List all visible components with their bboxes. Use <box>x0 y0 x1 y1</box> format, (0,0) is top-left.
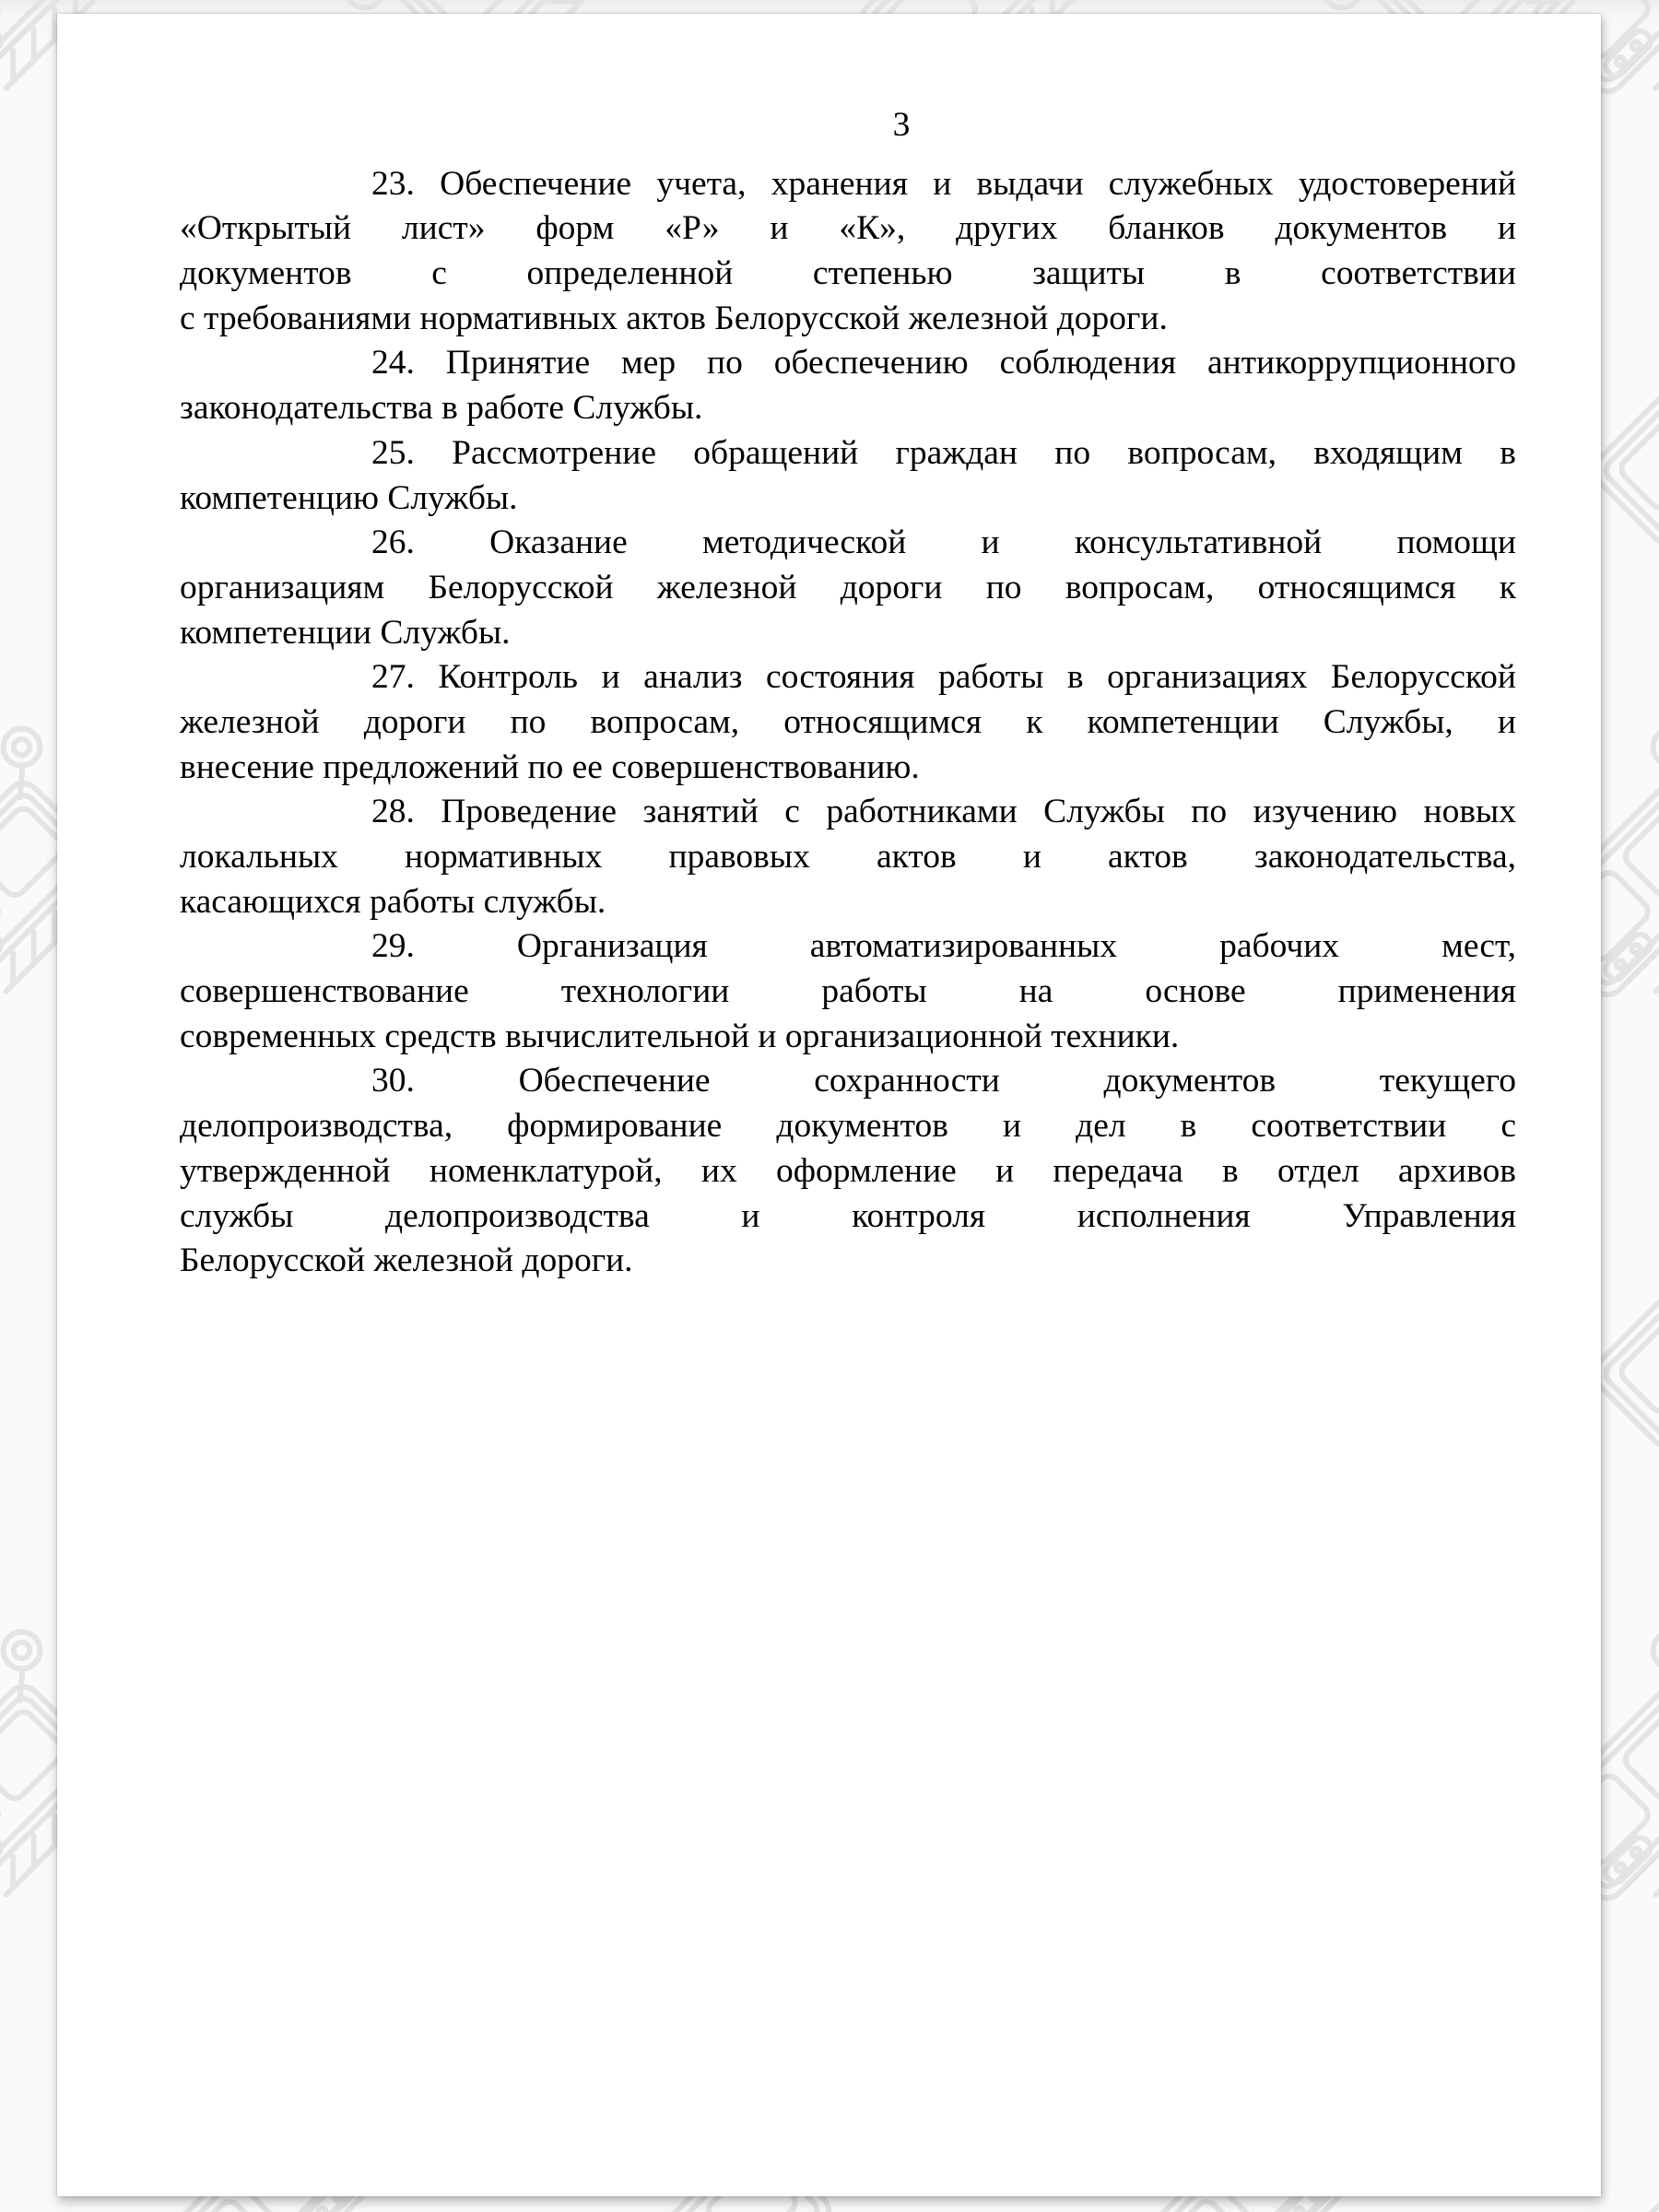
text-line: 26. Оказание методической и консультативной помощи <box>371 524 1516 562</box>
paragraph-29 <box>180 924 1516 1059</box>
text-line: законодательства в работе Службы. <box>180 389 703 428</box>
text-line: 25. Рассмотрение обращений граждан по вопросам, входящим в <box>371 433 1516 472</box>
paragraph-24 <box>180 341 1516 430</box>
paragraph-25 <box>180 431 1516 521</box>
text-line: касающихся работы службы. <box>180 882 606 921</box>
text-line: утвержденной номенклатурой, их оформление и передача в отдел архивов <box>180 1151 1516 1190</box>
text-line: службы делопроизводства и контроля исполнения Управления <box>180 1196 1516 1235</box>
text-line: 29. Организация автоматизированных рабочих мест, <box>371 927 1516 966</box>
text-line: делопроизводства, формирование документов и дел в соответствии с <box>180 1107 1516 1146</box>
text-line: локальных нормативных правовых актов и актов законодательства, <box>180 838 1516 876</box>
text-line: Белорусской железной дороги. <box>180 1241 633 1280</box>
document-content <box>180 103 1516 1284</box>
text-line: документов с определенной степенью защиты в соответствии <box>180 254 1516 293</box>
text-line: 30. Обеспечение сохранности документов текущего <box>371 1062 1516 1100</box>
text-line: 27. Контроль и анализ состояния работы в организациях Белорусской <box>371 658 1516 697</box>
text-line: современных средств вычислительной и организационной техники. <box>180 1017 1180 1055</box>
text-line: 23. Обеспечение учета, хранения и выдачи служебных удостоверений <box>371 164 1516 203</box>
text-line: 28. Проведение занятий с работниками Службы по изучению новых <box>371 793 1516 831</box>
paragraph-26 <box>180 521 1516 655</box>
text-line: внесение предложений по ее совершенствованию. <box>180 747 920 786</box>
paragraph-28 <box>180 790 1516 924</box>
page-number: 3 <box>892 106 911 144</box>
text-line: с требованиями нормативных актов Белорусской железной дороги. <box>180 299 1168 337</box>
text-line: совершенствование технологии работы на основе применения <box>180 972 1516 1011</box>
text-line: 24. Принятие мер по обеспечению соблюдения антикоррупционного <box>371 344 1516 382</box>
text-line: железной дороги по вопросам, относящимся к компетенции Службы, и <box>180 702 1516 741</box>
text-line: организациям Белорусской железной дороги по вопросам, относящимся к <box>180 568 1516 606</box>
document-page <box>57 14 1601 2196</box>
document-body <box>180 162 1516 1284</box>
paragraph-23 <box>180 162 1516 342</box>
text-line: «Открытый лист» форм «Р» и «К», других бланков документов и <box>180 209 1516 248</box>
text-line: компетенцию Службы. <box>180 478 518 517</box>
text-line: компетенции Службы. <box>180 613 511 652</box>
paragraph-27 <box>180 655 1516 790</box>
paragraph-30 <box>180 1059 1516 1283</box>
